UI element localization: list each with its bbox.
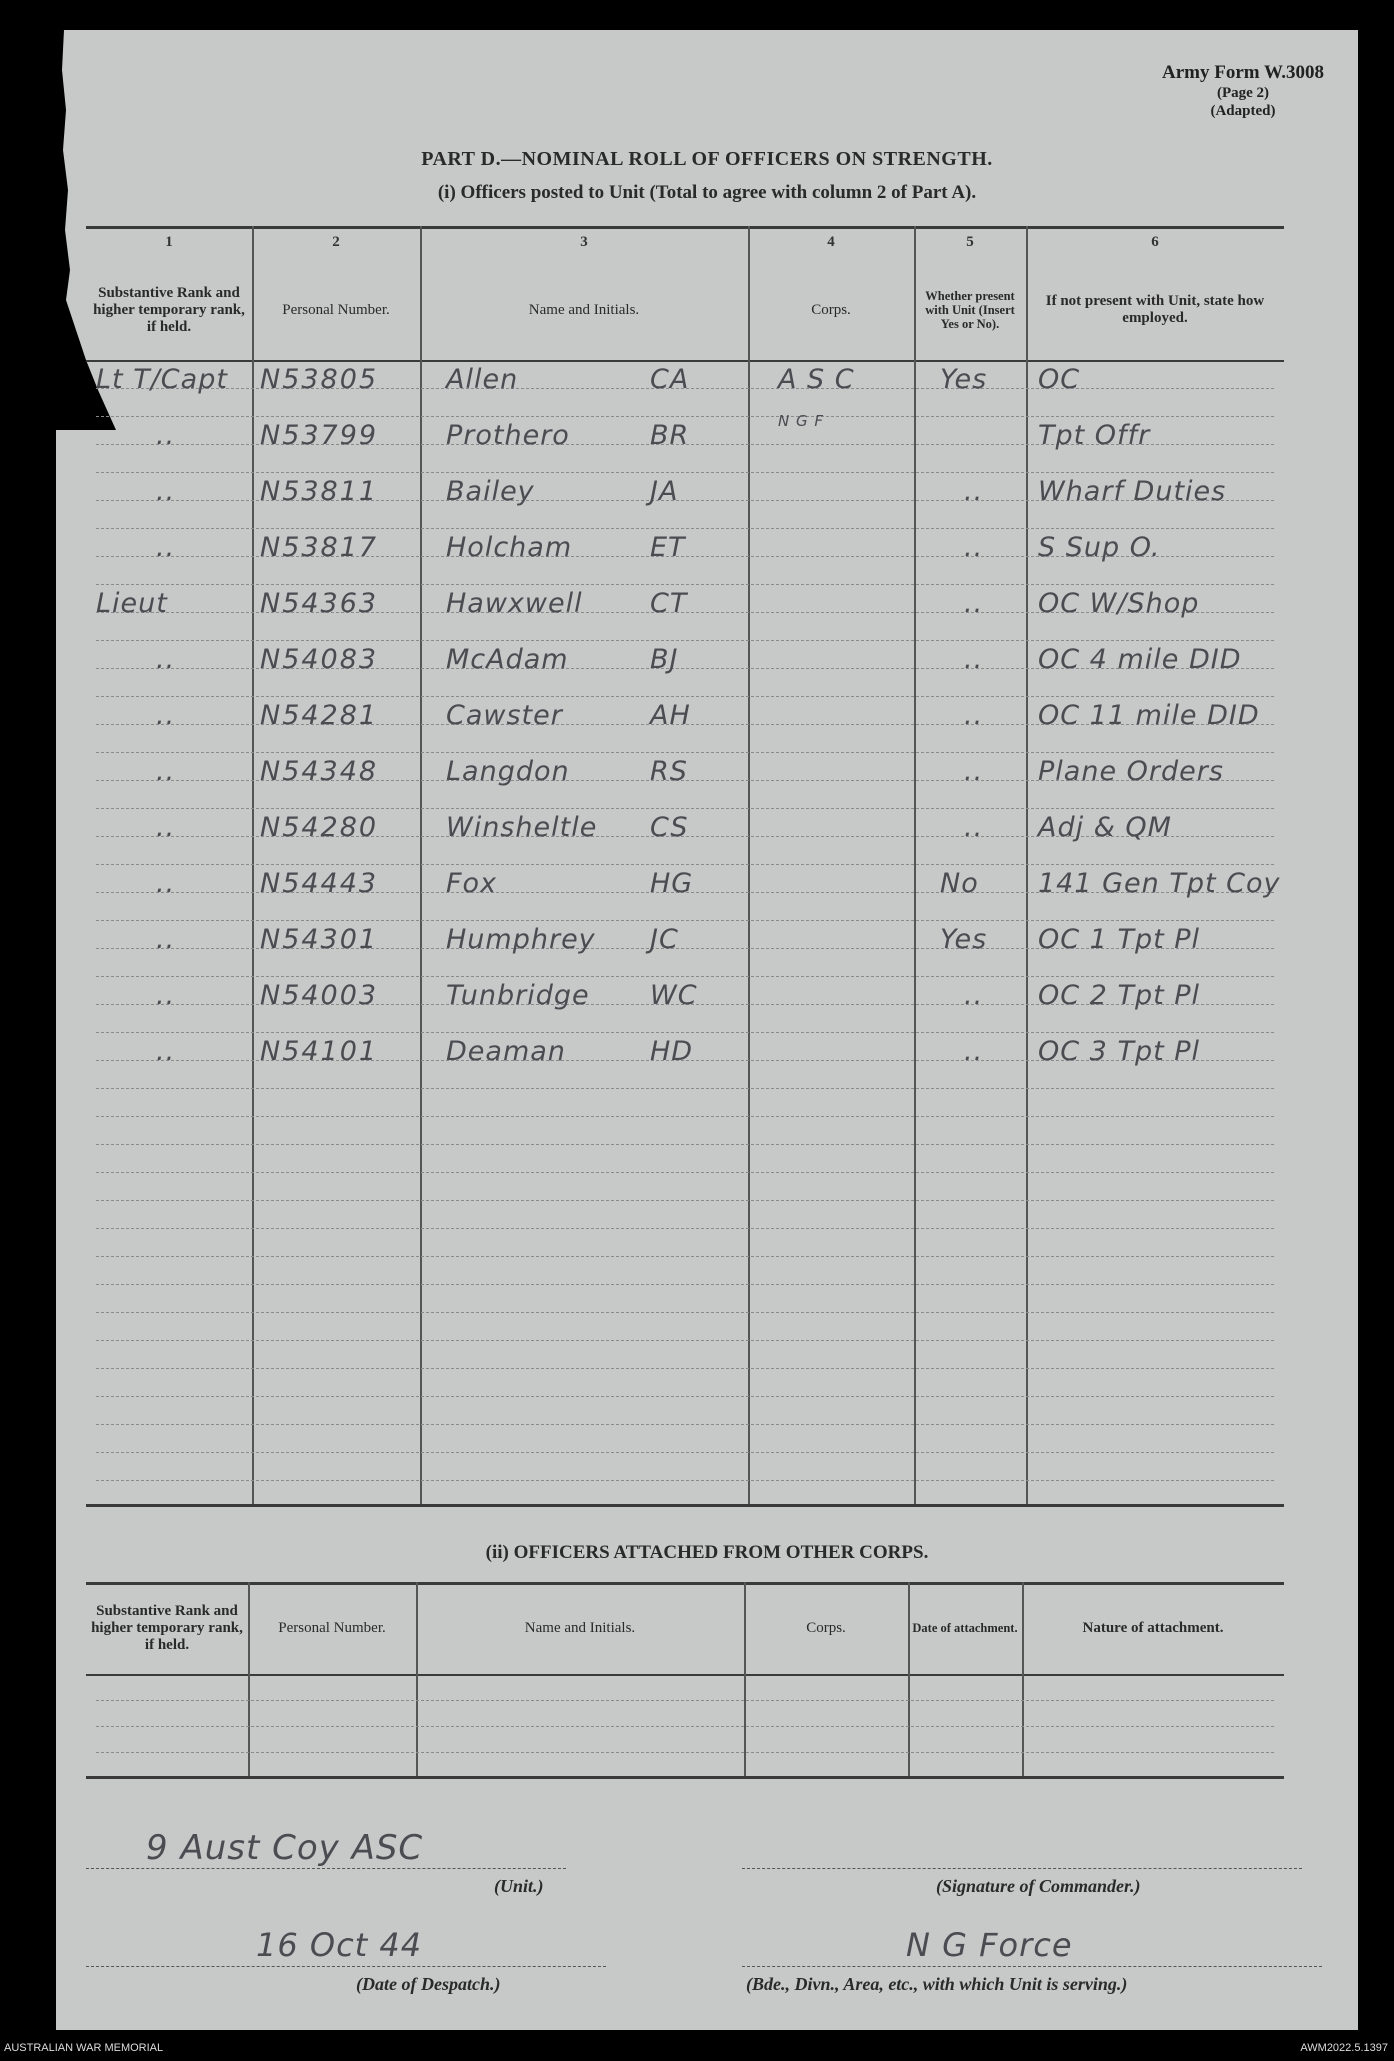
unit-label: (Unit.) bbox=[494, 1876, 544, 1896]
date-line bbox=[86, 1966, 606, 1967]
ruled-line bbox=[96, 1172, 1274, 1174]
rank-cell: .. bbox=[156, 924, 176, 955]
rank-cell: Lieut bbox=[96, 588, 168, 619]
initials-cell: BR bbox=[650, 420, 690, 451]
present-cell: .. bbox=[964, 644, 984, 675]
ruled-line bbox=[96, 1726, 1274, 1728]
section-i-title: (i) Officers posted to Unit (Total to agree with column 2 of Part A). bbox=[437, 182, 977, 203]
name-cell: Bailey bbox=[446, 476, 535, 507]
employment-cell: 141 Gen Tpt Coy bbox=[1038, 868, 1281, 899]
personal-number-cell: N54443 bbox=[260, 868, 379, 899]
column-number: 1 bbox=[165, 234, 173, 250]
unit-value: 9 Aust Coy ASC bbox=[146, 1828, 424, 1868]
ruled-line bbox=[96, 1284, 1274, 1286]
column-header: If not present with Unit, state how employed. bbox=[1045, 293, 1265, 326]
column-header: Corps. bbox=[811, 301, 851, 318]
ruled-line bbox=[96, 696, 1274, 698]
column-header: Substantive Rank and higher temporary rank, if held. bbox=[93, 284, 245, 335]
column-header: Name and Initials. bbox=[524, 1619, 636, 1636]
table2-column-divider bbox=[908, 1582, 910, 1776]
initials-cell: JC bbox=[650, 924, 679, 955]
ruled-line bbox=[96, 1700, 1274, 1702]
table2-column-divider bbox=[416, 1582, 418, 1776]
form-sheet bbox=[56, 30, 1358, 2030]
employment-cell: S Sup O. bbox=[1038, 532, 1161, 563]
force-value: N G Force bbox=[906, 1926, 1073, 1964]
ruled-line bbox=[96, 1480, 1274, 1482]
adapted-note: (Adapted) bbox=[1210, 103, 1276, 119]
ruled-line bbox=[96, 976, 1274, 978]
ruled-line bbox=[96, 1396, 1274, 1398]
personal-number-cell: N54280 bbox=[260, 812, 379, 843]
present-cell: .. bbox=[964, 1036, 984, 1067]
ruled-line bbox=[96, 864, 1274, 866]
rank-cell: .. bbox=[156, 1036, 176, 1067]
table1-header-border bbox=[86, 360, 1284, 362]
corps-cell: N G F bbox=[778, 412, 825, 430]
column-header: Substantive Rank and higher temporary rank, if held. bbox=[91, 1602, 243, 1653]
name-cell: Allen bbox=[446, 364, 519, 395]
column-header: Name and Initials. bbox=[528, 301, 640, 318]
initials-cell: ET bbox=[650, 532, 686, 563]
footer-left: AUSTRALIAN WAR MEMORIAL bbox=[4, 2042, 164, 2054]
employment-cell: OC 1 Tpt Pl bbox=[1038, 924, 1201, 955]
rank-cell: .. bbox=[156, 980, 176, 1011]
personal-number-cell: N53805 bbox=[260, 364, 379, 395]
name-cell: Cawster bbox=[446, 700, 563, 731]
ruled-line bbox=[96, 1116, 1274, 1118]
unit-line bbox=[86, 1868, 566, 1869]
personal-number-cell: N53799 bbox=[260, 420, 379, 451]
ruled-line bbox=[96, 1340, 1274, 1342]
ruled-line bbox=[96, 808, 1274, 810]
initials-cell: WC bbox=[650, 980, 698, 1011]
table2-column-divider bbox=[744, 1582, 746, 1776]
table2-top-border bbox=[86, 1582, 1284, 1585]
table2-bottom-border bbox=[86, 1776, 1284, 1779]
employment-cell: OC W/Shop bbox=[1038, 588, 1200, 619]
form-reference bbox=[1162, 62, 1324, 120]
present-cell: .. bbox=[964, 588, 984, 619]
commander-line bbox=[742, 1868, 1302, 1869]
personal-number-cell: N53811 bbox=[260, 476, 379, 507]
table2-header-border bbox=[86, 1674, 1284, 1676]
column-header: Whether present with Unit (Insert Yes or No). bbox=[925, 289, 1015, 331]
table2-column-divider bbox=[248, 1582, 250, 1776]
table1-bottom-border bbox=[86, 1504, 1284, 1507]
name-cell: Prothero bbox=[446, 420, 570, 451]
rank-cell: .. bbox=[156, 756, 176, 787]
initials-cell: RS bbox=[650, 756, 688, 787]
ruled-line bbox=[96, 1228, 1274, 1230]
corps-cell: A S C bbox=[778, 364, 855, 395]
rank-cell: .. bbox=[156, 700, 176, 731]
ruled-line bbox=[96, 640, 1274, 642]
initials-cell: CT bbox=[650, 588, 688, 619]
employment-cell: OC 3 Tpt Pl bbox=[1038, 1036, 1201, 1067]
initials-cell: JA bbox=[650, 476, 679, 507]
initials-cell: HG bbox=[650, 868, 694, 899]
ruled-line bbox=[96, 1368, 1274, 1370]
personal-number-cell: N54281 bbox=[260, 700, 379, 731]
present-cell: .. bbox=[964, 980, 984, 1011]
column-number: 6 bbox=[1151, 234, 1159, 250]
personal-number-cell: N54348 bbox=[260, 756, 379, 787]
ruled-line bbox=[96, 920, 1274, 922]
employment-cell: OC 11 mile DID bbox=[1038, 700, 1260, 731]
personal-number-cell: N54083 bbox=[260, 644, 379, 675]
table2-column-divider bbox=[1022, 1582, 1024, 1776]
present-cell: .. bbox=[964, 476, 984, 507]
personal-number-cell: N54003 bbox=[260, 980, 379, 1011]
date-label: (Date of Despatch.) bbox=[356, 1974, 501, 1994]
column-number: 5 bbox=[966, 234, 974, 250]
employment-cell: Adj & QM bbox=[1038, 812, 1172, 843]
employment-cell: OC 4 mile DID bbox=[1038, 644, 1242, 675]
present-cell: .. bbox=[964, 756, 984, 787]
force-line bbox=[742, 1966, 1322, 1967]
name-cell: Deaman bbox=[446, 1036, 566, 1067]
column-number: 3 bbox=[580, 234, 588, 250]
initials-cell: AH bbox=[650, 700, 691, 731]
column-header: Nature of attachment. bbox=[1082, 1619, 1224, 1636]
present-cell: Yes bbox=[940, 364, 988, 395]
name-cell: Winsheltle bbox=[446, 812, 598, 843]
name-cell: Humphrey bbox=[446, 924, 596, 955]
ruled-line bbox=[96, 1088, 1274, 1090]
initials-cell: BJ bbox=[650, 644, 679, 675]
employment-cell: OC bbox=[1038, 364, 1081, 395]
name-cell: McAdam bbox=[446, 644, 569, 675]
employment-cell: Tpt Offr bbox=[1038, 420, 1151, 451]
present-cell: .. bbox=[964, 812, 984, 843]
name-cell: Fox bbox=[446, 868, 498, 899]
initials-cell: CA bbox=[650, 364, 690, 395]
column-number: 4 bbox=[827, 234, 835, 250]
ruled-line bbox=[96, 1752, 1274, 1754]
ruled-line bbox=[96, 416, 1274, 418]
personal-number-cell: N54301 bbox=[260, 924, 379, 955]
ruled-line bbox=[96, 1312, 1274, 1314]
personal-number-cell: N53817 bbox=[260, 532, 379, 563]
personal-number-cell: N54101 bbox=[260, 1036, 379, 1067]
ruled-line bbox=[96, 1424, 1274, 1426]
initials-cell: CS bbox=[650, 812, 689, 843]
column-header: Corps. bbox=[806, 1619, 846, 1636]
present-cell: .. bbox=[964, 700, 984, 731]
column-number: 2 bbox=[332, 234, 340, 250]
ruled-line bbox=[96, 752, 1274, 754]
employment-cell: OC 2 Tpt Pl bbox=[1038, 980, 1201, 1011]
ruled-line bbox=[96, 1144, 1274, 1146]
column-header: Personal Number. bbox=[282, 301, 390, 318]
name-cell: Tunbridge bbox=[446, 980, 590, 1011]
rank-cell: Lt T/Capt bbox=[96, 364, 228, 395]
present-cell: Yes bbox=[940, 924, 988, 955]
present-cell: No bbox=[940, 868, 979, 899]
form-title: PART D.—NOMINAL ROLL OF OFFICERS ON STRENGTH. bbox=[421, 148, 993, 170]
section-ii-title: (ii) OFFICERS ATTACHED FROM OTHER CORPS. bbox=[485, 1542, 929, 1563]
employment-cell: Plane Orders bbox=[1038, 756, 1224, 787]
ruled-line bbox=[96, 528, 1274, 530]
ruled-line bbox=[96, 1032, 1274, 1034]
ruled-line bbox=[96, 1200, 1274, 1202]
table1-top-border bbox=[86, 226, 1284, 229]
name-cell: Hawxwell bbox=[446, 588, 583, 619]
employment-cell: Wharf Duties bbox=[1038, 476, 1227, 507]
commander-label: (Signature of Commander.) bbox=[936, 1876, 1141, 1896]
personal-number-cell: N54363 bbox=[260, 588, 379, 619]
ruled-line bbox=[96, 584, 1274, 586]
name-cell: Holcham bbox=[446, 532, 573, 563]
ruled-line bbox=[96, 472, 1274, 474]
date-value: 16 Oct 44 bbox=[256, 1926, 423, 1964]
form-number: Army Form W.3008 bbox=[1161, 62, 1324, 83]
column-header: Date of attachment. bbox=[912, 1621, 1018, 1635]
initials-cell: HD bbox=[650, 1036, 694, 1067]
rank-cell: .. bbox=[156, 812, 176, 843]
ruled-line bbox=[96, 1452, 1274, 1454]
rank-cell: .. bbox=[156, 644, 176, 675]
column-header: Personal Number. bbox=[278, 1619, 386, 1636]
force-label: (Bde., Divn., Area, etc., with which Unit is serving.) bbox=[746, 1974, 1128, 1994]
rank-cell: .. bbox=[156, 420, 176, 451]
present-cell: .. bbox=[964, 532, 984, 563]
rank-cell: .. bbox=[156, 476, 176, 507]
footer-right: AWM2022.5.1397 bbox=[1300, 2042, 1388, 2054]
page-number: (Page 2) bbox=[1216, 85, 1270, 101]
rank-cell: .. bbox=[156, 532, 176, 563]
rank-cell: .. bbox=[156, 868, 176, 899]
name-cell: Langdon bbox=[446, 756, 570, 787]
ruled-line bbox=[96, 1256, 1274, 1258]
